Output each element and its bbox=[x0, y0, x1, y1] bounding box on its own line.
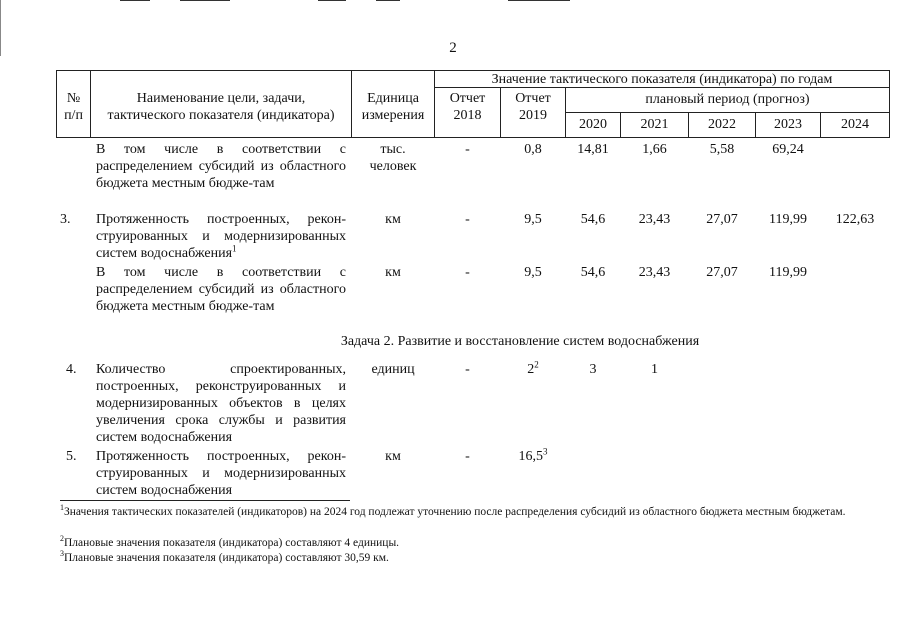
scan-artifact bbox=[376, 0, 400, 1]
row-unit: км bbox=[385, 449, 401, 464]
header-year-2024: 2024 bbox=[841, 117, 869, 132]
header-report-2018: Отчет 2018 bbox=[449, 91, 486, 123]
row-name: Количество спроектированных, построенных, реконструированных и модернизированных объектов в целях увеличения срока службы и развития систем водоснабжения bbox=[96, 362, 346, 445]
row-report-2019: 16,5$^3$ bbox=[518, 446, 548, 464]
row-value-2024: 122,63 bbox=[835, 212, 875, 227]
row-value-2020: 54,6 bbox=[580, 265, 606, 280]
header-name: Наименование цели, задачи, тактического показателя (индикатора) bbox=[107, 91, 335, 123]
header-num: № п/п bbox=[64, 91, 83, 123]
row-value-2021: 23,43 bbox=[638, 212, 671, 227]
footnote-mark: 1 bbox=[232, 243, 237, 254]
row-report-2019: 9,5 bbox=[524, 265, 542, 280]
task-heading: Задача 2. Развитие и восстановление систем водоснабжения bbox=[340, 334, 700, 349]
row-name: Протяженность построенных, рекон-струированных и модернизированных систем водоснабжения$^1$ bbox=[96, 212, 346, 261]
footnote-mark: 3 bbox=[543, 446, 548, 457]
footnote-1: $^1$Значения тактических показателей (индикаторов) на 2024 год подлежат уточнению после распределения субсидий из областного бюджета местным бюджетам. bbox=[60, 503, 846, 518]
row-value-2021: 1,66 bbox=[642, 142, 667, 157]
page-number: 2 bbox=[449, 40, 457, 56]
scan-artifact bbox=[180, 0, 230, 1]
row-unit: единиц bbox=[371, 362, 415, 377]
row-report-2018: - bbox=[465, 362, 470, 377]
row-value-2020: 14,81 bbox=[577, 142, 609, 157]
footnote-separator bbox=[60, 500, 350, 501]
row-value-2021: 23,43 bbox=[638, 265, 671, 280]
row-report-2019: 0,8 bbox=[524, 142, 542, 157]
header-values-by-year: Значение тактического показателя (индикатора) по годам bbox=[491, 72, 833, 87]
row-name: Протяженность построенных, рекон-струированных и модернизированных систем водоснабжения bbox=[96, 449, 346, 498]
header-year-2023: 2023 bbox=[774, 117, 802, 132]
footnote-3: $^3$Плановые значения показателя (индикатора) составляют 30,59 км. bbox=[60, 549, 389, 564]
header-planning-period: плановый период (прогноз) bbox=[645, 92, 810, 107]
scan-artifact bbox=[508, 0, 570, 1]
row-report-2019: $2^2$ bbox=[527, 359, 539, 377]
row-value-2023: 119,99 bbox=[769, 212, 807, 227]
row-value-2023: 119,99 bbox=[769, 265, 807, 280]
row-value-2021: 1 bbox=[651, 362, 658, 377]
row-value-2023: 69,24 bbox=[772, 142, 804, 157]
row-num: 3. bbox=[60, 212, 71, 227]
row-value-2020: 54,6 bbox=[580, 212, 606, 227]
header-year-2022: 2022 bbox=[708, 117, 736, 132]
header-unit: Единица измерения bbox=[361, 91, 425, 123]
header-year-2021: 2021 bbox=[640, 117, 669, 132]
header-report-2019: Отчет 2019 bbox=[515, 91, 551, 123]
row-value-2022: 27,07 bbox=[706, 212, 738, 227]
scan-edge bbox=[0, 0, 1, 56]
row-report-2018: - bbox=[465, 142, 470, 157]
row-unit: км bbox=[385, 212, 401, 227]
scan-artifact bbox=[318, 0, 346, 1]
row-value-2020: 3 bbox=[589, 362, 597, 377]
footnote-mark: 2 bbox=[534, 359, 539, 370]
row-report-2019: 9,5 bbox=[524, 212, 542, 227]
row-report-2018: - bbox=[465, 449, 470, 464]
scan-artifact bbox=[120, 0, 150, 1]
row-value-2022: 27,07 bbox=[706, 265, 738, 280]
footnote-2: $^2$Плановые значения показателя (индикатора) составляют 4 единицы. bbox=[60, 534, 400, 549]
row-value-2022: 5,58 bbox=[709, 142, 735, 157]
row-unit: км bbox=[385, 265, 401, 280]
row-report-2018: - bbox=[465, 265, 470, 280]
row-name: В том числе в соответствии с распределением субсидий из областного бюджета местным бюдже-там bbox=[96, 265, 346, 314]
row-name: В том числе в соответствии с распределением субсидий из областного бюджета местным бюдже-там bbox=[96, 142, 346, 191]
header-year-2020: 2020 bbox=[579, 117, 607, 132]
row-report-2018: - bbox=[465, 212, 470, 227]
row-num: 4. bbox=[66, 362, 77, 377]
row-unit: тыс. человек bbox=[369, 142, 417, 174]
row-num: 5. bbox=[66, 449, 77, 464]
